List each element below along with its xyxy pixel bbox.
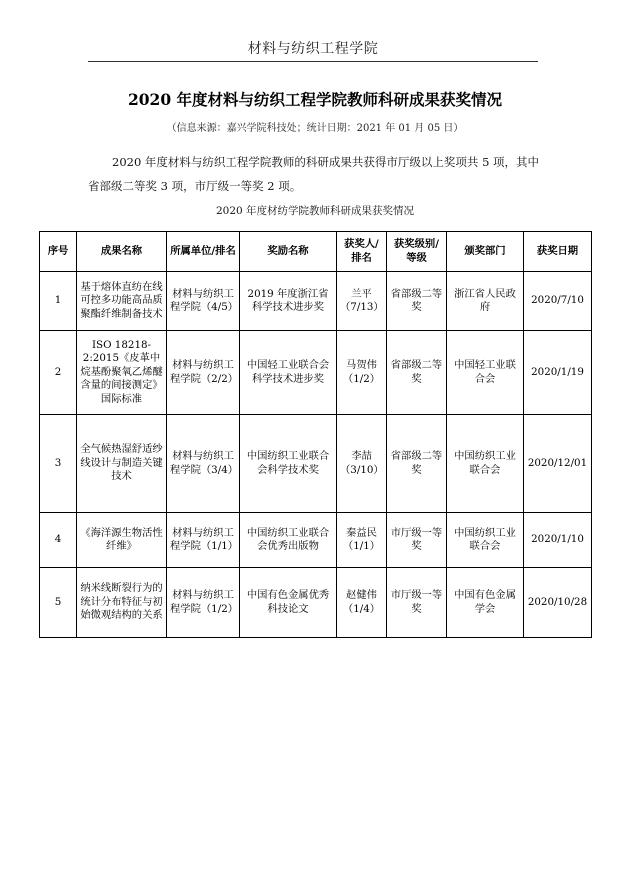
unit-rank: 材料与纺织工程学院（1/2）: [167, 568, 240, 638]
column-header: 序号: [40, 232, 77, 272]
table-row: [40, 513, 592, 568]
table-row: [40, 272, 592, 331]
column-header: 获奖日期: [524, 232, 592, 272]
award-name: 2019 年度浙江省科学技术进步奖: [240, 272, 337, 331]
table-header-row: [40, 232, 592, 272]
achievement-name: 全气候热湿舒适纱线设计与制造关键技术: [77, 415, 167, 513]
issuing-body: 中国纺织工业联合会: [447, 415, 524, 513]
award-date: 2020/7/10: [524, 272, 592, 331]
column-header: 获奖人/排名: [337, 232, 387, 272]
document-title: 2020 年度材料与纺织工程学院教师科研成果获奖情况: [127, 90, 503, 109]
achievement-name: 《海洋源生物活性纤维》: [77, 513, 167, 568]
unit-rank: 材料与纺织工程学院（2/2）: [167, 331, 240, 415]
issuing-body: 浙江省人民政府: [447, 272, 524, 331]
column-header: 奖励名称: [240, 232, 337, 272]
award-level: 省部级二等奖: [387, 331, 447, 415]
issuing-body: 中国轻工业联合会: [447, 331, 524, 415]
award-level: 市厅级一等奖: [387, 568, 447, 638]
award-name: 中国纺织工业联合会优秀出版物: [240, 513, 337, 568]
winner-rank: 马贺伟（1/2）: [337, 331, 387, 415]
column-header: 成果名称: [77, 232, 167, 272]
award-date: 2020/10/28: [524, 568, 592, 638]
unit-rank: 材料与纺织工程学院（4/5）: [167, 272, 240, 331]
award-name: 中国轻工业联合会科学技术进步奖: [240, 331, 337, 415]
column-header: 所属单位/排名: [167, 232, 240, 272]
column-header: 颁奖部门: [447, 232, 524, 272]
winner-rank: 赵健伟（1/4）: [337, 568, 387, 638]
awards-table: [39, 231, 592, 638]
award-level: 省部级二等奖: [387, 415, 447, 513]
award-date: 2020/1/19: [524, 331, 592, 415]
award-name: 中国有色金属优秀科技论文: [240, 568, 337, 638]
award-date: 2020/12/01: [524, 415, 592, 513]
award-date: 2020/1/10: [524, 513, 592, 568]
achievement-name: 基于熔体直纺在线可控多功能高品质聚酯纤维制备技术: [77, 272, 167, 331]
winner-rank: 兰平（7/13）: [337, 272, 387, 331]
row-number: 5: [40, 568, 77, 638]
summary-paragraph: 2020 年度材料与纺织工程学院教师的科研成果共获得市厅级以上奖项共 5 项，其中省部级二等奖 3 项，市厅级一等奖 2 项。: [88, 155, 540, 193]
issuing-body: 中国有色金属学会: [447, 568, 524, 638]
row-number: 4: [40, 513, 77, 568]
award-level: 省部级二等奖: [387, 272, 447, 331]
award-level: 市厅级一等奖: [387, 513, 447, 568]
table-row: [40, 331, 592, 415]
page-header: 材料与纺织工程学院: [247, 41, 379, 57]
row-number: 2: [40, 331, 77, 415]
row-number: 3: [40, 415, 77, 513]
unit-rank: 材料与纺织工程学院（1/1）: [167, 513, 240, 568]
winner-rank: 秦益民（1/1）: [337, 513, 387, 568]
unit-rank: 材料与纺织工程学院（3/4）: [167, 415, 240, 513]
table-row: [40, 415, 592, 513]
row-number: 1: [40, 272, 77, 331]
issuing-body: 中国纺织工业联合会: [447, 513, 524, 568]
source-line: （信息来源：嘉兴学院科技处；统计日期：2021 年 01 月 05 日）: [166, 123, 464, 134]
winner-rank: 李喆（3/10）: [337, 415, 387, 513]
achievement-name: 纳米线断裂行为的统计分布特征与初始微观结构的关系: [77, 568, 167, 638]
table-caption: 2020 年度材纺学院教师科研成果获奖情况: [215, 205, 415, 217]
achievement-name: ISO 18218-2:2015《皮革中烷基酚聚氧乙烯醚含量的间接测定》国际标准: [77, 331, 167, 415]
table-row: [40, 568, 592, 638]
header-rule: [88, 61, 538, 62]
column-header: 获奖级别/等级: [387, 232, 447, 272]
award-name: 中国纺织工业联合会科学技术奖: [240, 415, 337, 513]
